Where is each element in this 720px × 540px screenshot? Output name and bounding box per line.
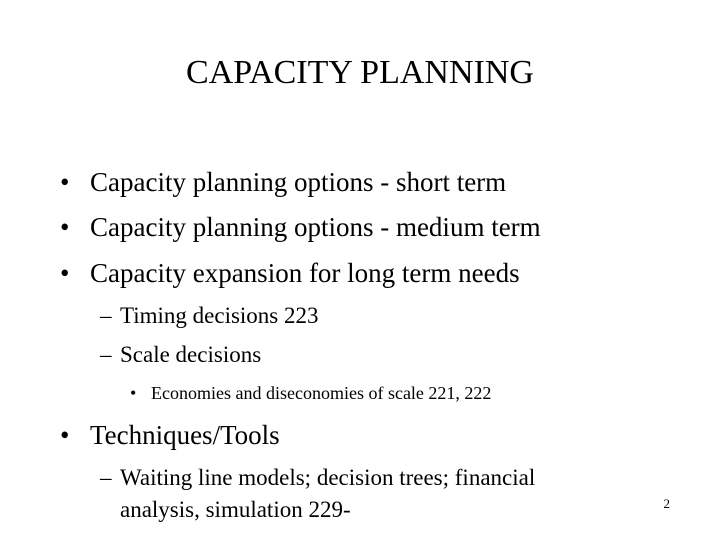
slide-title: CAPACITY PLANNING: [186, 54, 534, 91]
bullet-marker: •: [60, 258, 70, 288]
sub-bullet-marker: –: [100, 303, 112, 328]
sub-bullet-text-continuation: analysis, simulation 229-: [120, 497, 351, 522]
bullet-text: Techniques/Tools: [90, 420, 280, 450]
sub-bullet-text: Waiting line models; decision trees; financial: [120, 465, 536, 490]
bullet-text: Capacity expansion for long term needs: [90, 258, 520, 288]
bullet-marker: •: [60, 167, 70, 197]
sub-bullet-text: Timing decisions 223: [120, 303, 319, 328]
sub-bullet-marker: –: [100, 342, 112, 367]
bullet-marker: •: [60, 212, 70, 242]
sub-sub-bullet-text: Economies and diseconomies of scale 221, 222: [151, 383, 492, 403]
sub-bullet-text: Scale decisions: [120, 342, 262, 367]
bullet-marker: •: [60, 420, 70, 450]
bullet-text: Capacity planning options - short term: [90, 167, 507, 197]
sub-sub-bullet-marker: •: [130, 383, 137, 403]
page-number: 2: [663, 496, 670, 511]
sub-bullet-marker: –: [100, 465, 112, 490]
bullet-text: Capacity planning options - medium term: [90, 212, 541, 242]
